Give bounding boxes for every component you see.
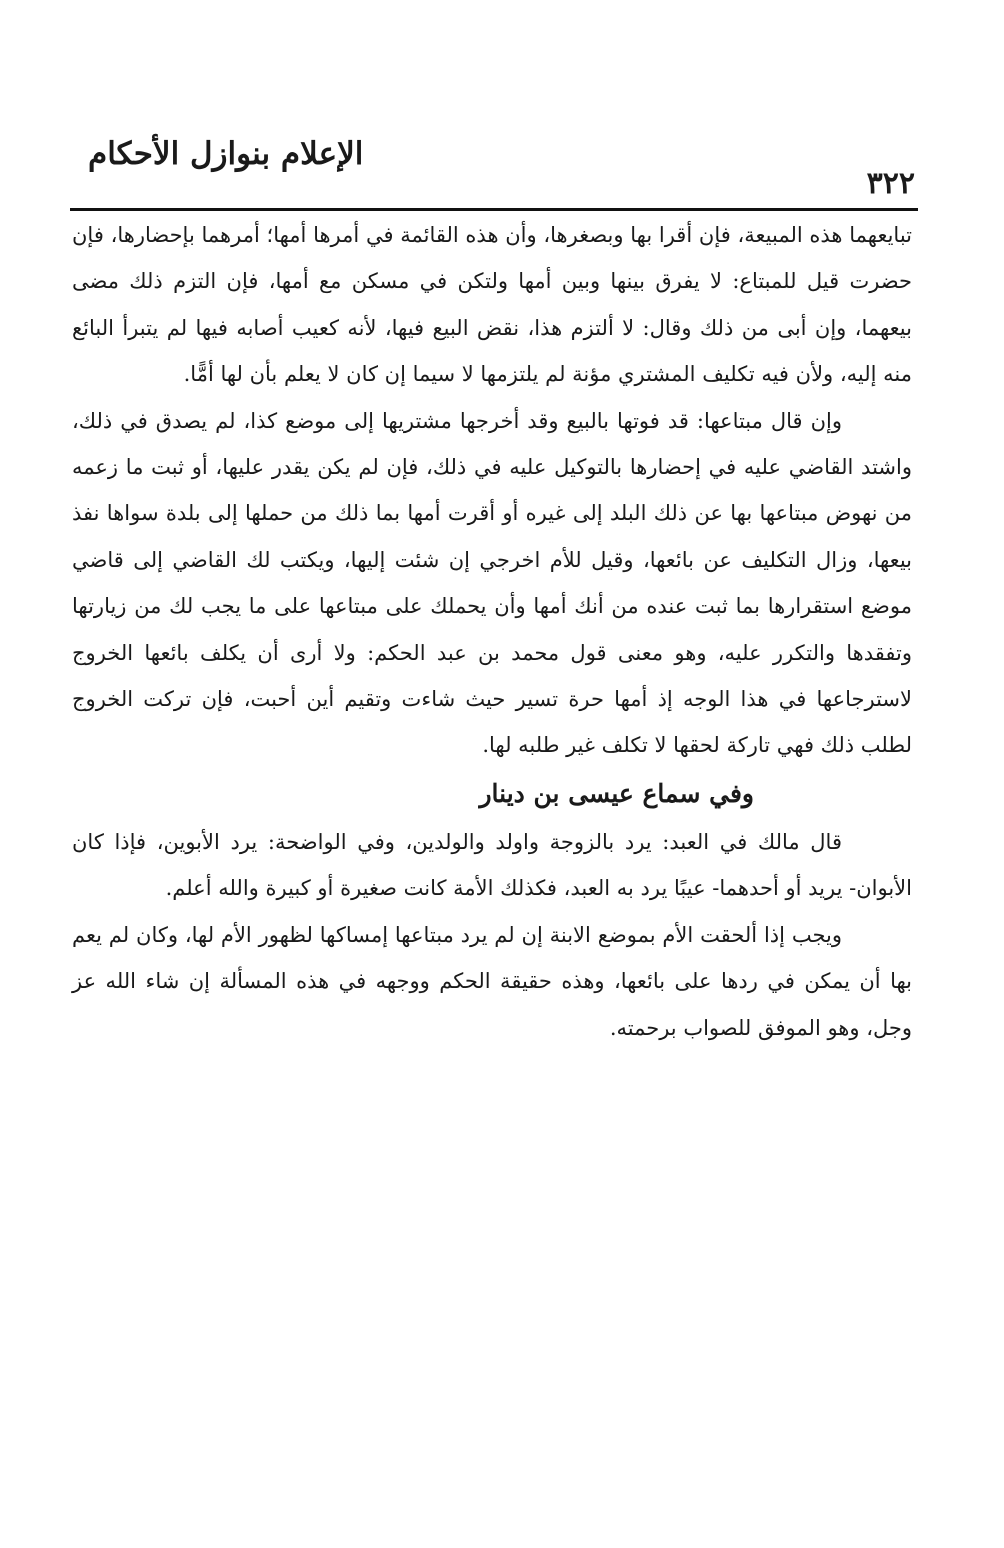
page-body (72, 212, 912, 1051)
page-header (70, 130, 920, 210)
page-number: ٣٢٢ (866, 166, 915, 201)
paragraph-continued: تبايعهما هذه المبيعة، فإن أقرا بها وبصغرها، وأن هذه القائمة في أمرها أمها؛ أمرهما بإحضارها، فإن حضرت قيل للمبتاع: لا يفرق بينها وبين أمها ولتكن في مسكن مع أمها، فإن التزم ذلك مضى بيعهما، وإن أبى من ذلك وقال: لا ألتزم هذا، نقض البيع فيها، لأنه كعيب أصابه فيها لم يتبرأ البائع منه إليه، ولأن فيه تكليف المشتري مؤنة لم يلتزمها لا سيما إن كان لا يعلم بأن لها أمًّا. (72, 223, 913, 387)
running-title: الإعلام بنوازل الأحكام (88, 136, 364, 172)
header-rule (70, 208, 918, 211)
paragraph: قال مالك في العبد: يرد بالزوجة واولد والولدين، وفي الواضحة: يرد الأبوين، فإذا كان الأبوان- يريد أو أحدهما- عيبًا يرد به العبد، فكذلك الأمة كانت صغيرة أو كبيرة والله أعلم. (72, 829, 912, 901)
section-heading: وفي سماع عيسى بن دينار (479, 778, 754, 808)
paragraph: وإن قال مبتاعها: قد فوتها بالبيع وقد أخرجها مشتريها إلى موضع كذا، لم يصدق في ذلك، واشتد القاضي عليه في إحضارها بالتوكيل عليه في ذلك، فإن لم يكن يقدر عليها، أو ثبت ما زعمه من نهوض مبتاعها بها عن ذلك البلد إلى غيره أو أقرت أمها بما ذلك من حملها إلى بلدة سواها نفذ بيعها، وزال التكليف عن بائعها، وقيل للأم اخرجي إن شئت إليها، ويكتب لك القاضي إلى قاضي موضع استقرارها بما ثبت عنده من أنك أمها وأن يحملك على مبتاعها على ما يجب لك من زيارتها وتفقدها والتكرر عليه، وهو معنى قول محمد بن عبد الحكم: ولا أرى أن يكلف بائعها الخروج لاسترجاعها في هذا الوجه إذ أمها حرة تسير حيث شاءت وتقيم أين أحبت، فإن تركت الخروج لطلب ذلك فهي تاركة لحقها لا تكلف غير طلبه لها. (72, 408, 912, 758)
paragraph: ويجب إذا ألحقت الأم بموضع الابنة إن لم يرد مبتاعها إمساكها لظهور الأم لها، وكان لم يعم بها أن يمكن في ردها على بائعها، وهذه حقيقة الحكم ووجهه في هذه المسألة إن شاء الله عز وجل، وهو الموفق للصواب برحمته. (72, 922, 912, 1040)
